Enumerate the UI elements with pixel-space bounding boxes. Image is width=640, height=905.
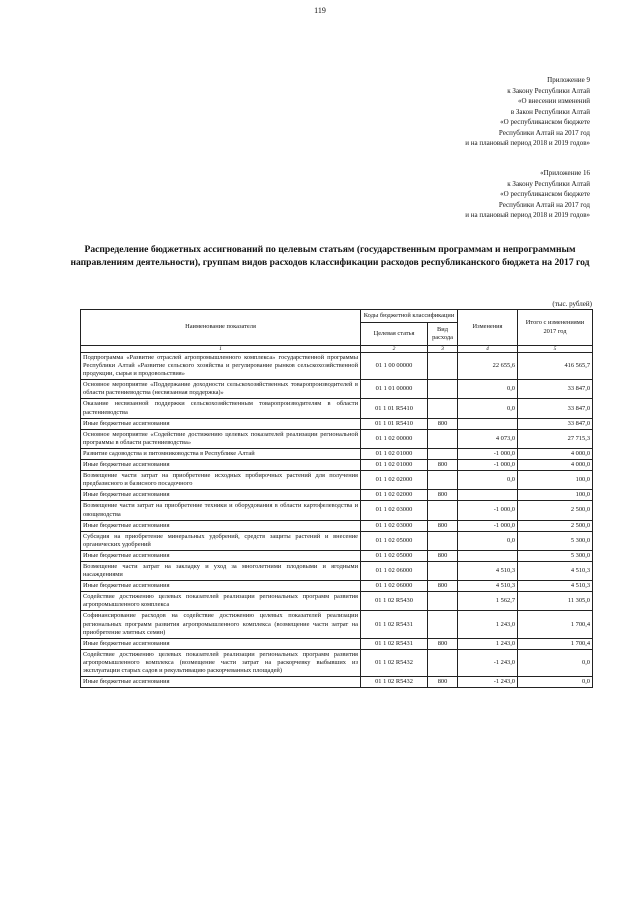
table-row	[81, 501, 593, 520]
table-row	[81, 649, 593, 676]
column-number: 2	[361, 346, 428, 353]
row-total-cell: 0,0	[518, 649, 593, 676]
header-changes: Изменения	[458, 310, 518, 346]
row-target-article-cell: 01 1 02 R5431	[361, 611, 428, 638]
appendix-line: «Приложение 16	[540, 169, 590, 177]
document-title: Распределение бюджетных ассигнований по целевым статьям (государственным программам и непрограммным направлениям деятельности), группам видов расходов классификации расходов республиканского бюджета на 2017 год	[70, 244, 590, 268]
row-name-cell: Возмещение части затрат на приобретение техники и оборудования в области картофелеводства и овощеводства	[81, 501, 361, 520]
appendix-line: и на плановый период 2018 и 2019 годов»	[465, 211, 590, 219]
table-row	[81, 353, 593, 380]
row-expense-type-cell	[428, 531, 458, 550]
row-name-cell: Основное мероприятие «Поддержание доходности сельскохозяйственных товаропроизводителей в области растениеводства (несвязанная поддержка)»	[81, 380, 361, 399]
row-changes-cell: 0,0	[458, 399, 518, 418]
table-row	[81, 581, 593, 592]
row-total-cell: 33 847,0	[518, 380, 593, 399]
appendix-line: в Закон Республики Алтай	[510, 107, 590, 116]
row-target-article-cell: 01 1 02 02000	[361, 490, 428, 501]
row-target-article-cell: 01 1 01 R5410	[361, 418, 428, 429]
units-label: (тыс. рублей)	[552, 300, 592, 308]
row-target-article-cell: 01 1 02 00000	[361, 429, 428, 448]
row-expense-type-cell	[428, 611, 458, 638]
row-name-cell: Иные бюджетные ассигнования	[81, 520, 361, 531]
column-number: 5	[518, 346, 593, 353]
row-expense-type-cell: 800	[428, 581, 458, 592]
row-total-cell: 33 847,0	[518, 418, 593, 429]
row-changes-cell	[458, 490, 518, 501]
row-total-cell: 27 715,3	[518, 429, 593, 448]
row-target-article-cell: 01 1 02 02000	[361, 471, 428, 490]
row-target-article-cell: 01 1 02 R5432	[361, 649, 428, 676]
table-row	[81, 429, 593, 448]
row-name-cell: Содействие достижению целевых показателей реализации региональных программ развития агропромышленного комплекса	[81, 592, 361, 611]
row-changes-cell: 4 510,3	[458, 581, 518, 592]
appendix-16-header	[465, 168, 590, 221]
table-row	[81, 550, 593, 561]
appendix-line: к Закону Республики Алтай	[507, 86, 590, 95]
row-changes-cell	[458, 418, 518, 429]
table-row	[81, 490, 593, 501]
row-expense-type-cell: 800	[428, 550, 458, 561]
page-number: 119	[314, 6, 326, 15]
appendix-line: и на плановый период 2018 и 2019 годов»	[465, 139, 590, 147]
row-target-article-cell: 01 1 02 06000	[361, 561, 428, 580]
row-expense-type-cell: 800	[428, 520, 458, 531]
table-row	[81, 520, 593, 531]
row-target-article-cell: 01 1 02 03000	[361, 520, 428, 531]
row-total-cell: 33 847,0	[518, 399, 593, 418]
row-changes-cell: 0,0	[458, 380, 518, 399]
row-total-cell: 1 700,4	[518, 638, 593, 649]
row-total-cell: 416 565,7	[518, 353, 593, 380]
header-target-article: Целевая статья	[361, 323, 428, 346]
table-row	[81, 460, 593, 471]
row-name-cell: Оказание несвязанной поддержки сельскохозяйственным товаропроизводителям в области растениеводства	[81, 399, 361, 418]
row-target-article-cell: 01 1 02 01000	[361, 460, 428, 471]
appendix-line: «О внесении изменений	[518, 97, 590, 105]
row-total-cell: 5 300,0	[518, 531, 593, 550]
row-target-article-cell: 01 1 02 R5430	[361, 592, 428, 611]
row-total-cell: 4 510,3	[518, 581, 593, 592]
appendix-9-header	[465, 75, 590, 149]
row-target-article-cell: 01 1 02 03000	[361, 501, 428, 520]
appendix-line: Республики Алтай на 2017 год	[498, 200, 590, 209]
row-name-cell: Софинансирование расходов на содействие достижению целевых показателей реализации региональных программ развития агропромышленного комплекса (возмещение части затрат на приобретение элитных семян)	[81, 611, 361, 638]
table-row	[81, 418, 593, 429]
row-name-cell: Иные бюджетные ассигнования	[81, 550, 361, 561]
row-changes-cell: -1 000,0	[458, 460, 518, 471]
row-total-cell: 4 000,0	[518, 460, 593, 471]
row-target-article-cell: 01 1 02 01000	[361, 448, 428, 459]
row-total-cell: 100,0	[518, 471, 593, 490]
row-target-article-cell: 01 1 01 00000	[361, 380, 428, 399]
row-target-article-cell: 01 1 02 05000	[361, 550, 428, 561]
appendix-line: «О республиканском бюджете	[500, 118, 590, 126]
row-name-cell: Основное мероприятие «Содействие достижению целевых показателей реализации региональной программы в области растениеводства»	[81, 429, 361, 448]
row-changes-cell: 1 243,0	[458, 611, 518, 638]
appendix-line: Приложение 9	[547, 76, 590, 84]
row-target-article-cell: 01 1 00 00000	[361, 353, 428, 380]
row-name-cell: Иные бюджетные ассигнования	[81, 677, 361, 688]
row-name-cell: Иные бюджетные ассигнования	[81, 490, 361, 501]
row-changes-cell: -1 000,0	[458, 501, 518, 520]
row-target-article-cell: 01 1 02 05000	[361, 531, 428, 550]
row-name-cell: Иные бюджетные ассигнования	[81, 418, 361, 429]
row-total-cell: 2 500,0	[518, 501, 593, 520]
row-changes-cell: 0,0	[458, 531, 518, 550]
row-target-article-cell: 01 1 02 R5432	[361, 677, 428, 688]
row-name-cell: Содействие достижению целевых показателей реализации региональных программ развития агропромышленного комплекса (возмещение части затрат на раскорчевку выбывших из эксплуатации старых садов и рекультивацию раскорчеванных площадей)	[81, 649, 361, 676]
row-total-cell: 5 300,0	[518, 550, 593, 561]
row-target-article-cell: 01 1 01 R5410	[361, 399, 428, 418]
row-changes-cell	[458, 550, 518, 561]
budget-table	[80, 309, 593, 688]
row-changes-cell: -1 000,0	[458, 448, 518, 459]
row-expense-type-cell	[428, 353, 458, 380]
column-number: 1	[81, 346, 361, 353]
appendix-line: «О республиканском бюджете	[500, 190, 590, 198]
table-row	[81, 399, 593, 418]
table-row	[81, 531, 593, 550]
row-expense-type-cell: 800	[428, 418, 458, 429]
row-expense-type-cell	[428, 471, 458, 490]
header-codes-group: Коды бюджетной классификации	[361, 310, 458, 323]
table-row	[81, 611, 593, 638]
appendix-line: Республики Алтай на 2017 год	[498, 128, 590, 137]
row-expense-type-cell: 800	[428, 677, 458, 688]
row-changes-cell: 0,0	[458, 471, 518, 490]
row-name-cell: Субсидия на приобретение минеральных удобрений, средств защиты растений и внесение органических удобрений	[81, 531, 361, 550]
row-expense-type-cell	[428, 399, 458, 418]
header-expense-type: Вид расхода	[428, 323, 458, 346]
row-expense-type-cell	[428, 561, 458, 580]
row-target-article-cell: 01 1 02 R5431	[361, 638, 428, 649]
row-total-cell: 2 500,0	[518, 520, 593, 531]
row-changes-cell: 1 243,0	[458, 638, 518, 649]
header-total: Итого с изменениями 2017 год	[518, 310, 593, 346]
column-number: 3	[428, 346, 458, 353]
table-row	[81, 380, 593, 399]
row-name-cell: Иные бюджетные ассигнования	[81, 581, 361, 592]
table-row	[81, 471, 593, 490]
row-expense-type-cell	[428, 592, 458, 611]
row-total-cell: 11 305,0	[518, 592, 593, 611]
row-target-article-cell: 01 1 02 06000	[361, 581, 428, 592]
row-name-cell: Подпрограмма «Развитие отраслей агропромышленного комплекса» государственной программы Республики Алтай «Развитие сельского хозяйства и регулирование рынков сельскохозяйственной продукции, сырья и продовольствия»	[81, 353, 361, 380]
row-changes-cell: 1 562,7	[458, 592, 518, 611]
table-row	[81, 592, 593, 611]
appendix-line: к Закону Республики Алтай	[507, 179, 590, 188]
row-total-cell: 100,0	[518, 490, 593, 501]
row-expense-type-cell	[428, 448, 458, 459]
row-changes-cell: -1 243,0	[458, 649, 518, 676]
table-row	[81, 561, 593, 580]
row-total-cell: 1 700,4	[518, 611, 593, 638]
row-name-cell: Развитие садоводства и питомниководства в Республике Алтай	[81, 448, 361, 459]
row-expense-type-cell	[428, 501, 458, 520]
header-name: Наименование показателя	[81, 310, 361, 346]
row-name-cell: Иные бюджетные ассигнования	[81, 460, 361, 471]
row-expense-type-cell	[428, 649, 458, 676]
row-name-cell: Возмещение части затрат на приобретение исходных пробирочных растений для получения предбазисного и базисного посадочного	[81, 471, 361, 490]
row-expense-type-cell: 800	[428, 638, 458, 649]
table-row	[81, 677, 593, 688]
row-expense-type-cell: 800	[428, 460, 458, 471]
row-name-cell: Возмещение части затрат на закладку и уход за многолетними плодовыми и ягодными насаждениями	[81, 561, 361, 580]
row-changes-cell: -1 243,0	[458, 677, 518, 688]
column-numbers-row	[81, 346, 593, 353]
table-row	[81, 448, 593, 459]
row-expense-type-cell	[428, 380, 458, 399]
row-total-cell: 4 510,3	[518, 561, 593, 580]
row-changes-cell: 22 655,6	[458, 353, 518, 380]
row-total-cell: 0,0	[518, 677, 593, 688]
row-name-cell: Иные бюджетные ассигнования	[81, 638, 361, 649]
row-changes-cell: 4 510,3	[458, 561, 518, 580]
row-expense-type-cell	[428, 429, 458, 448]
row-changes-cell: 4 073,0	[458, 429, 518, 448]
table-row	[81, 638, 593, 649]
row-total-cell: 4 000,0	[518, 448, 593, 459]
column-number: 4	[458, 346, 518, 353]
row-changes-cell: -1 000,0	[458, 520, 518, 531]
row-expense-type-cell: 800	[428, 490, 458, 501]
